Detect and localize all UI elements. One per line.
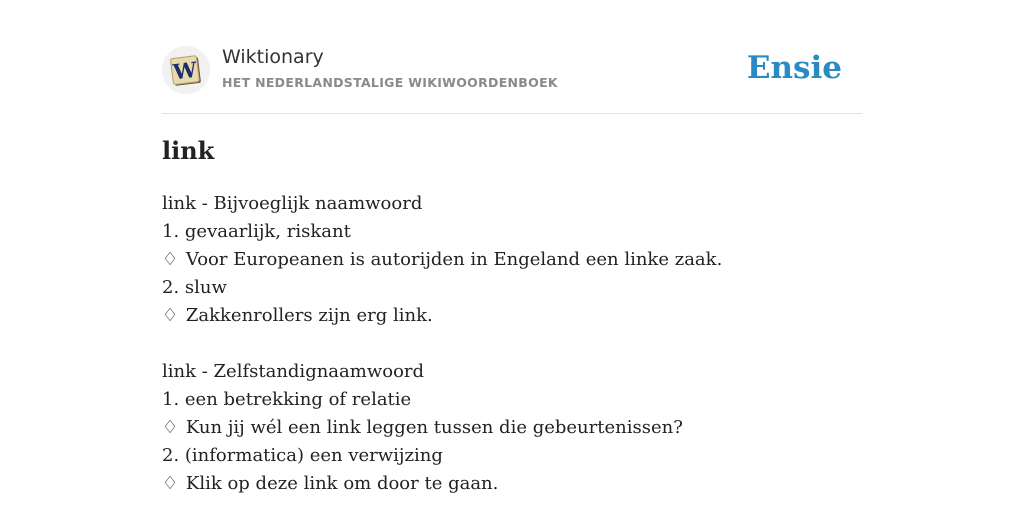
- site-header: [162, 0, 862, 114]
- sense-definition: 2. sluw: [162, 277, 227, 298]
- sense-definition: 1. gevaarlijk, riskant: [162, 221, 351, 242]
- site-name[interactable]: Wiktionary: [222, 46, 324, 68]
- entry-section-adjective: [162, 190, 862, 330]
- sense-example: [162, 246, 862, 274]
- entry-title: link: [162, 136, 215, 165]
- example-marker-icon: ♢: [162, 417, 179, 438]
- section-heading: link - Zelfstandignaamwoord: [162, 361, 425, 382]
- example-text: Voor Europeanen is autorijden in Engeland een linke zaak.: [185, 249, 723, 270]
- section-heading: link - Bijvoeglijk naamwoord: [162, 193, 423, 214]
- sense-example: [162, 414, 862, 442]
- wiktionary-tile-icon: [162, 46, 210, 94]
- sense-definition: 1. een betrekking of relatie: [162, 389, 412, 410]
- sense-definition: 2. (informatica) een verwijzing: [162, 445, 443, 466]
- svg-text:W: W: [171, 56, 199, 85]
- example-marker-icon: ♢: [162, 249, 179, 270]
- ensie-brand-link[interactable]: Ensie: [746, 50, 842, 86]
- site-tagline: HET NEDERLANDSTALIGE WIKIWOORDENBOEK: [222, 75, 558, 90]
- wiktionary-logo[interactable]: [162, 46, 210, 94]
- entry-section-noun: [162, 358, 862, 498]
- sense-example: [162, 302, 862, 330]
- entry-content: [162, 190, 862, 512]
- sense-example: [162, 470, 862, 498]
- page: [162, 0, 862, 512]
- example-text: Klik op deze link om door te gaan.: [185, 473, 499, 494]
- example-marker-icon: ♢: [162, 305, 179, 326]
- example-marker-icon: ♢: [162, 473, 179, 494]
- example-text: Zakkenrollers zijn erg link.: [185, 305, 433, 326]
- example-text: Kun jij wél een link leggen tussen die gebeurtenissen?: [185, 417, 683, 438]
